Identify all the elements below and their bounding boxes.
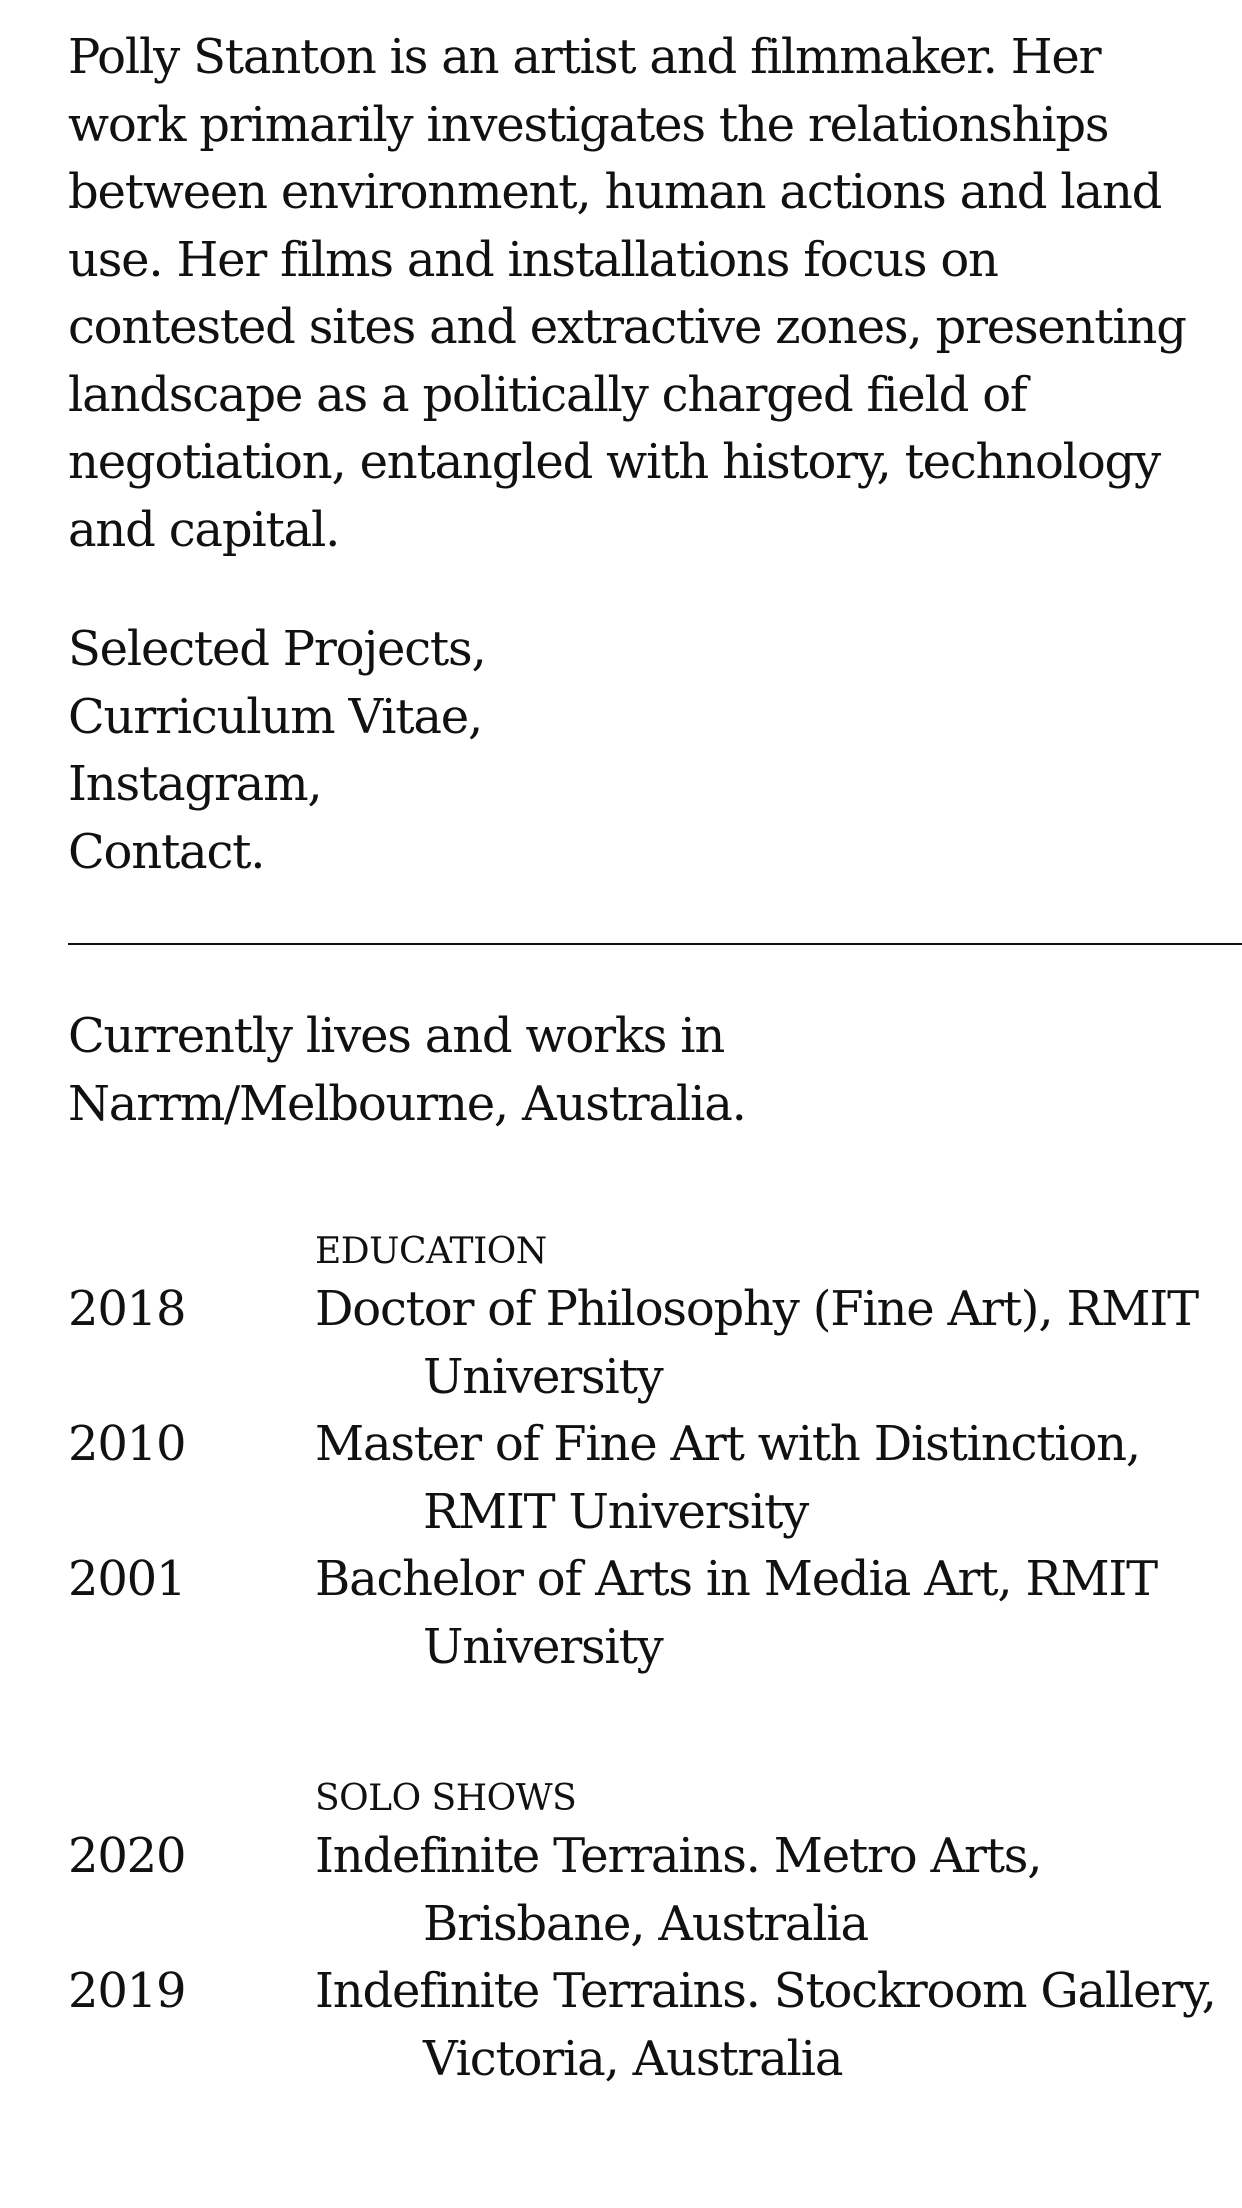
- solo-shows-section: [68, 1775, 1242, 2093]
- entry-year: 2010: [68, 1416, 186, 1472]
- entry-year: 2018: [68, 1281, 186, 1337]
- page-content: [68, 0, 1242, 2093]
- entry-year: 2001: [68, 1551, 186, 1607]
- nav-link-selected-projects[interactable]: Selected Projects,: [68, 621, 486, 677]
- nav-link-contact[interactable]: Contact.: [68, 823, 265, 880]
- cv-entry: [68, 1958, 1242, 2093]
- divider: [68, 943, 1242, 945]
- cv-entry: [68, 1546, 1242, 1681]
- site-nav: [68, 616, 1242, 886]
- entry-text: Indefinite Terrains. Metro Arts, Brisbane, Australia: [315, 1828, 1042, 1952]
- location-statement: Currently lives and works in Narrm/Melbourne, Australia.: [68, 1008, 746, 1132]
- cv-entry: [68, 1276, 1242, 1411]
- nav-link-curriculum-vitae[interactable]: Curriculum Vitae,: [68, 688, 483, 745]
- nav-link-instagram[interactable]: Instagram,: [68, 756, 322, 812]
- entry-text: Doctor of Philosophy (Fine Art), RMIT University: [315, 1281, 1198, 1405]
- entry-text: Indefinite Terrains. Stockroom Gallery, Victoria, Australia: [315, 1963, 1216, 2087]
- entry-year: 2020: [68, 1828, 186, 1884]
- section-heading-education: EDUCATION: [315, 1231, 547, 1272]
- section-heading-solo-shows: SOLO SHOWS: [315, 1778, 577, 1819]
- entry-year: 2019: [68, 1963, 186, 2019]
- entry-text: Master of Fine Art with Distinction, RMIT University: [315, 1416, 1140, 1540]
- cv-entry: [68, 1411, 1242, 1546]
- entry-text: Bachelor of Arts in Media Art, RMIT University: [315, 1551, 1157, 1675]
- artist-bio: Polly Stanton is an artist and filmmaker. Her work primarily investigates the relationships between environment, human actions and land use. Her films and installations focus on contested sites and extractive zones, presenting landscape as a politically charged field of negotiation, entangled with history, technology and capital.: [68, 29, 1186, 558]
- cv-entry: [68, 1823, 1242, 1958]
- education-section: [68, 1228, 1242, 1681]
